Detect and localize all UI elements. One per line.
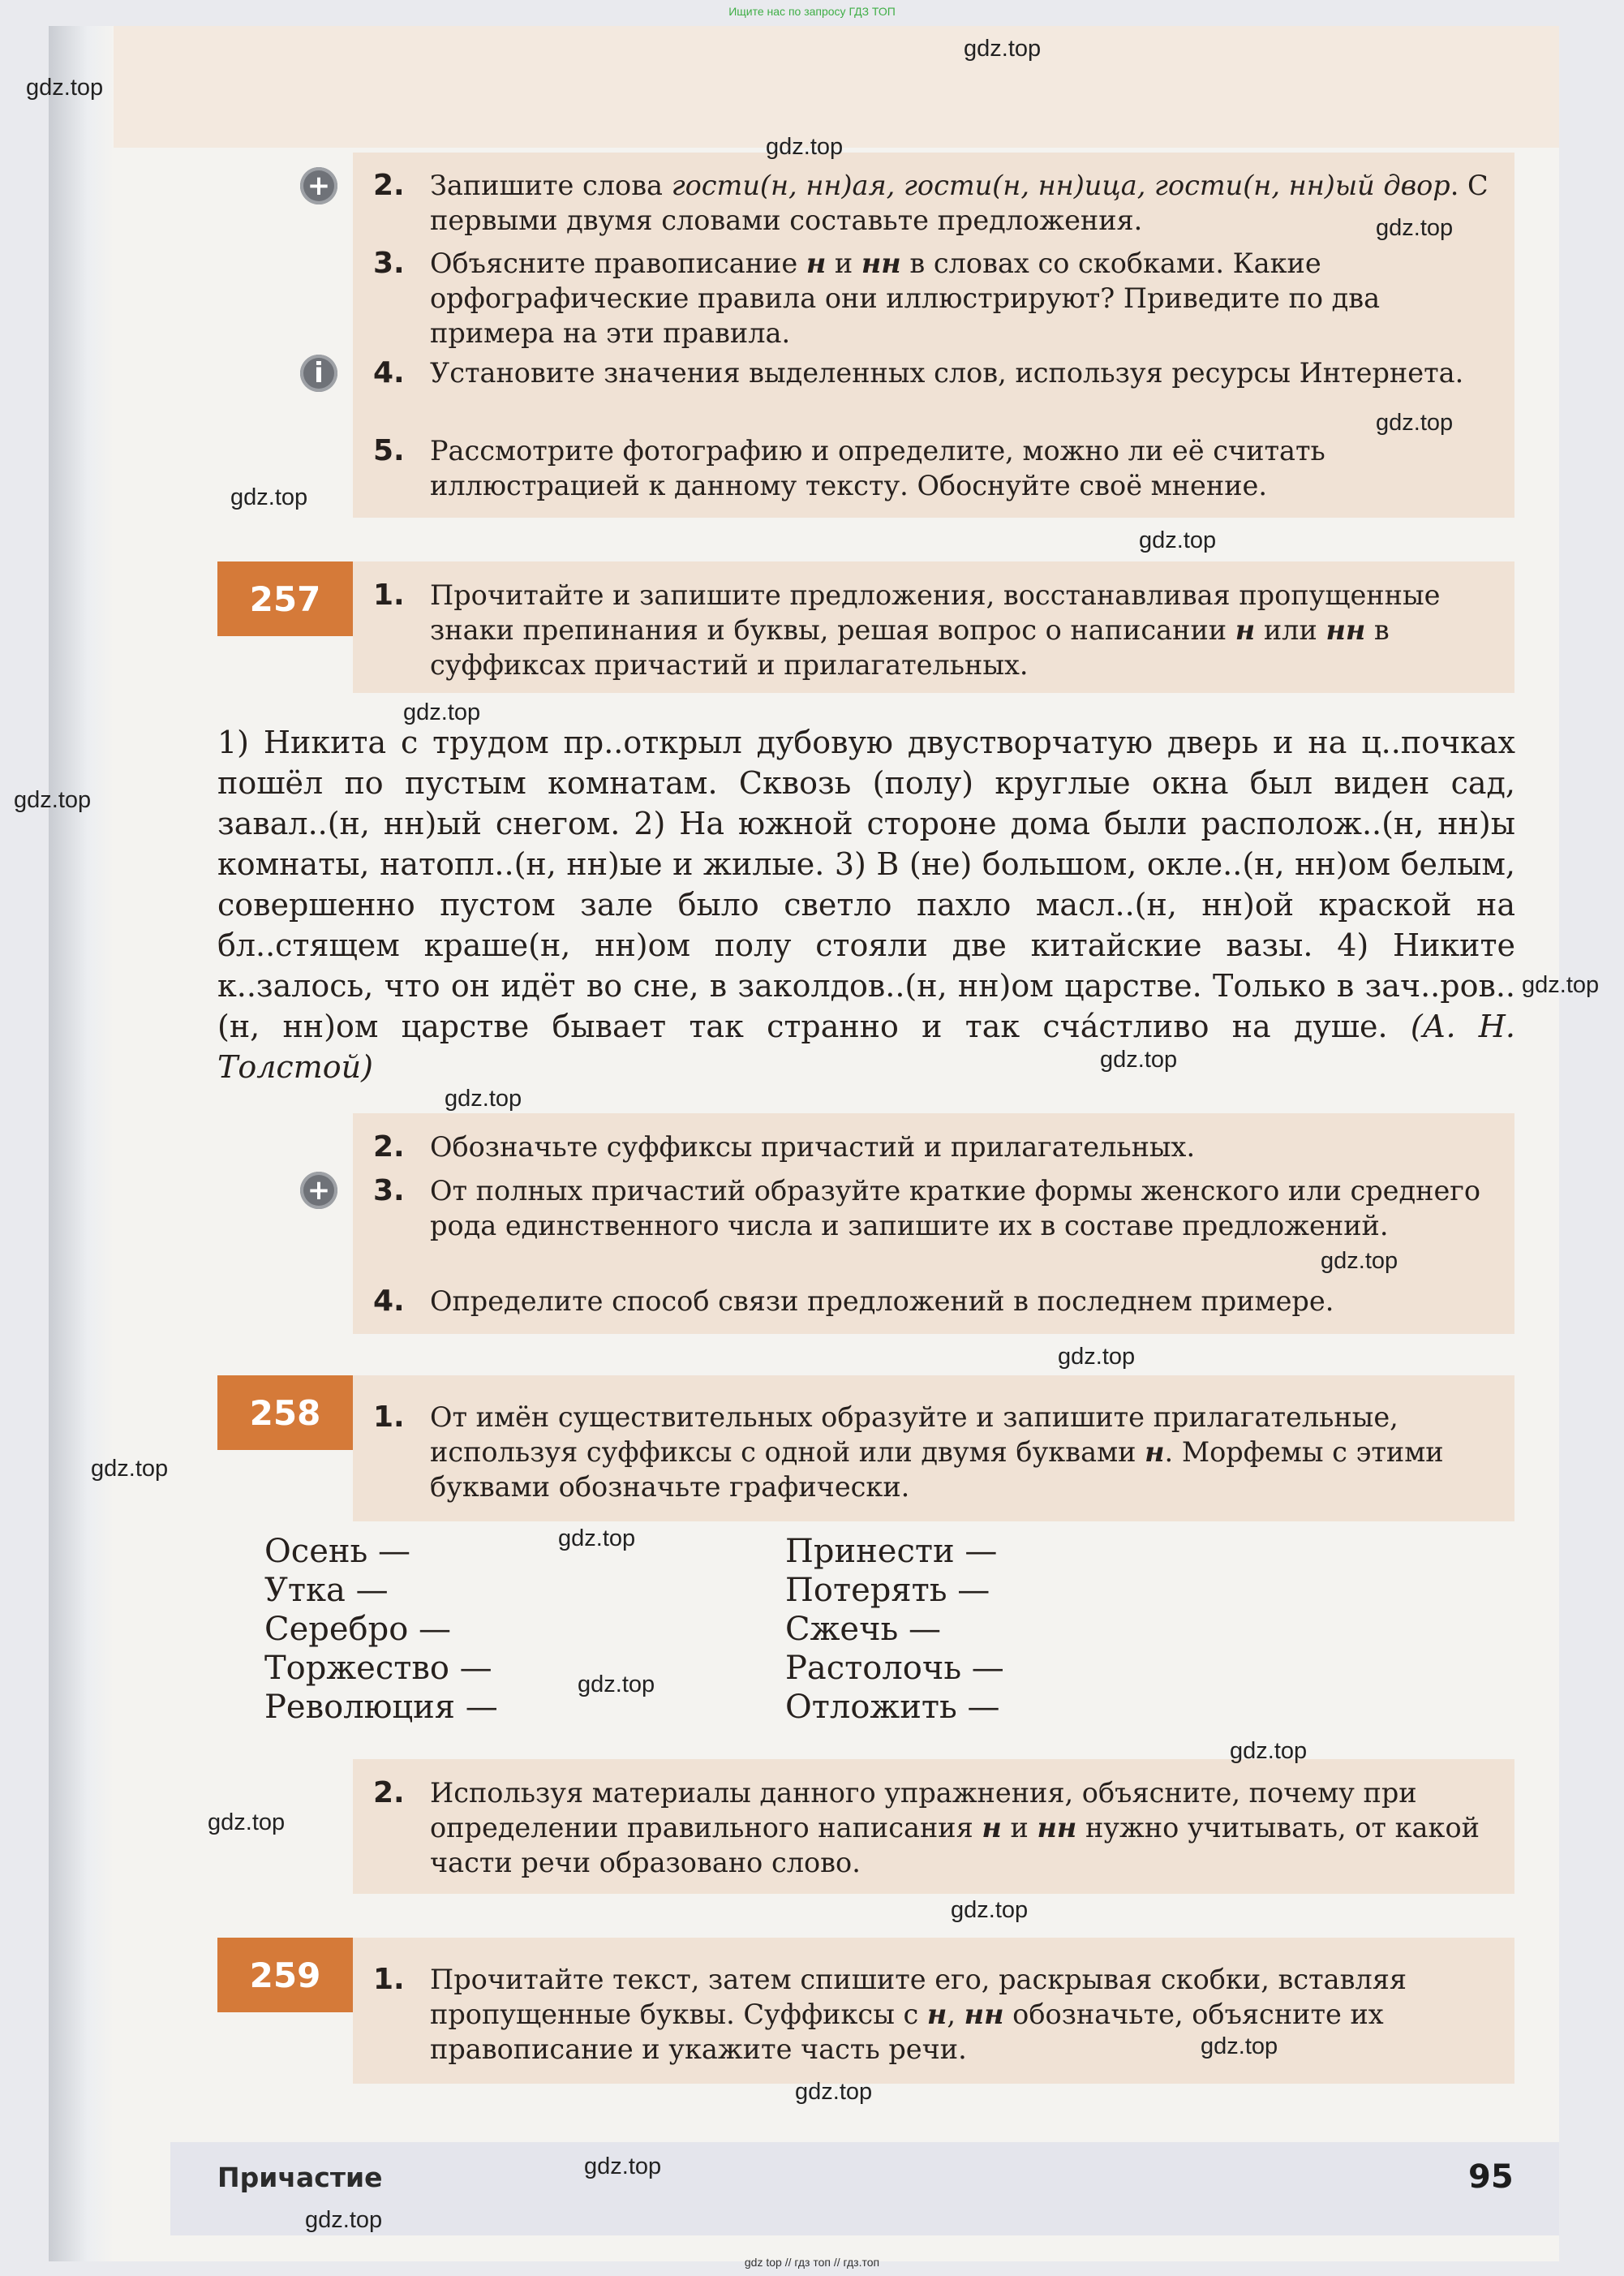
exercise-257-text: 1) Никита с трудом пр..открыл дубовую двустворчатую дверь и на ц..почках пошёл по пустым комнатам. Сквозь (полу) круглые окна был виден сад, завал..(н, нн)ый снегом. 2) На южной стороне дома были располож..(н, нн)ы комнаты, натопл..(н, нн)ые и жилые. 3) В (не) большом, окле..(н, нн)ом белым, совершенно пустом зале было светло пахло масл..(н, нн)ой краской на бл..стящем краше(н, нн)ом полу стояли две китайские вазы. 4) Никите к..залось, что он идёт во сне, в заколдов..(н, нн)ом царстве. Только в зач..ров..(н, нн)ом царстве бывает так странно и так сча́стливо на душе. (А. Н. Толстой) bbox=[217, 725, 1515, 1085]
watermark: gdz.top bbox=[1058, 1344, 1136, 1370]
item-number: 1. bbox=[373, 1963, 405, 1996]
word-item: Потерять — bbox=[785, 1572, 990, 1609]
author-attribution: (А. Н. Толстой) bbox=[217, 1009, 1515, 1085]
word-item: Принести — bbox=[785, 1533, 998, 1570]
watermark: gdz.top bbox=[208, 1809, 286, 1835]
item-text: Определите способ связи предложений в последнем примере. bbox=[430, 1285, 1334, 1317]
task-257-item-4 bbox=[373, 1284, 1501, 1319]
item-number: 1. bbox=[373, 1400, 405, 1434]
word-item: Торжество — bbox=[264, 1650, 492, 1687]
prev-item-3 bbox=[373, 246, 1501, 351]
item-number: 2. bbox=[373, 169, 405, 202]
word-item: Серебро — bbox=[264, 1611, 452, 1648]
watermark: gdz.top bbox=[964, 36, 1042, 62]
item-text: Объясните правописание н и нн в словах со скобками. Какие орфографические правила они иллюстрируют? Приведите по два примера на эти правила. bbox=[430, 247, 1381, 349]
book-spine-shadow bbox=[49, 26, 114, 2261]
item-number: 4. bbox=[373, 356, 405, 389]
watermark: gdz.top bbox=[1100, 1047, 1178, 1073]
task-number-257: 257 bbox=[217, 561, 353, 636]
watermark: gdz.top bbox=[1201, 2033, 1278, 2059]
footer-note: gdz top // гдз топ // гдз.топ bbox=[744, 2256, 880, 2269]
word-item: Революция — bbox=[264, 1689, 498, 1726]
top-band bbox=[114, 26, 1559, 148]
section-title: Причастие bbox=[217, 2162, 383, 2193]
watermark: gdz.top bbox=[14, 787, 92, 813]
watermark: gdz.top bbox=[403, 699, 481, 725]
prev-item-5 bbox=[373, 433, 1501, 503]
task-number-259: 259 bbox=[217, 1938, 353, 2012]
item-text: Обозначьте суффиксы причастий и прилагательных. bbox=[430, 1131, 1196, 1163]
item-text: Используя материалы данного упражнения, объясните, почему при определении правильного написания н и нн нужно учитывать, от какой части речи образовано слово. bbox=[430, 1777, 1480, 1878]
item-number: 3. bbox=[373, 247, 405, 280]
watermark: gdz.top bbox=[1230, 1738, 1308, 1764]
watermark: gdz.top bbox=[445, 1086, 522, 1112]
watermark: gdz.top bbox=[230, 484, 308, 510]
item-text: От полных причастий образуйте краткие формы женского или среднего рода единственного числа и запишите их в составе предложений. bbox=[430, 1175, 1481, 1241]
item-text: Рассмотрите фотографию и определите, можно ли её считать иллюстрацией к данному тексту. Обоснуйте своё мнение. bbox=[430, 435, 1325, 501]
watermark: gdz.top bbox=[91, 1456, 169, 1482]
watermark: gdz.top bbox=[1376, 410, 1454, 436]
prev-item-2 bbox=[373, 168, 1501, 238]
watermark: gdz.top bbox=[578, 1672, 655, 1697]
task-257-item-2 bbox=[373, 1129, 1501, 1164]
item-number: 4. bbox=[373, 1284, 405, 1318]
task-257-item-1 bbox=[373, 578, 1501, 682]
task-number-258: 258 bbox=[217, 1375, 353, 1450]
task-258-item-2 bbox=[373, 1775, 1501, 1880]
item-text: Прочитайте текст, затем спишите его, раскрывая скобки, вставляя пропущенные буквы. Суффиксы с н, нн обозначьте, объясните их правописание и укажите часть речи. bbox=[430, 1964, 1407, 2065]
word-item: Отложить — bbox=[785, 1689, 1000, 1726]
task-257-item-3 bbox=[373, 1173, 1501, 1243]
prev-item-4 bbox=[373, 355, 1501, 390]
watermark: gdz.top bbox=[766, 134, 844, 160]
task-259-item-1 bbox=[373, 1962, 1501, 2067]
watermark: gdz.top bbox=[305, 2207, 383, 2233]
item-number: 1. bbox=[373, 579, 405, 612]
plus-icon: + bbox=[300, 1172, 337, 1209]
watermark: gdz.top bbox=[26, 75, 104, 101]
item-text: От имён существительных образуйте и запишите прилагательные, используя суффиксы с одной или двумя буквами н. Морфемы с этими буквами обозначьте графически. bbox=[430, 1401, 1444, 1503]
word-item: Сжечь — bbox=[785, 1611, 942, 1648]
item-text: Запишите слова гости(н, нн)ая, гости(н, нн)ица, гости(н, нн)ый двор. С первыми двумя словами составьте предложения. bbox=[430, 170, 1489, 236]
watermark: gdz.top bbox=[795, 2079, 873, 2105]
item-text: Установите значения выделенных слов, используя ресурсы Интернета. bbox=[430, 357, 1464, 389]
item-number: 2. bbox=[373, 1776, 405, 1809]
word-item: Осень — bbox=[264, 1533, 411, 1570]
item-text: Прочитайте и запишите предложения, восстанавливая пропущенные знаки препинания и буквы, решая вопрос о написании н или нн в суффиксах причастий и прилагательных. bbox=[430, 579, 1441, 681]
watermark: gdz.top bbox=[1139, 527, 1217, 553]
item-number: 3. bbox=[373, 1174, 405, 1207]
word-item: Утка — bbox=[264, 1572, 389, 1609]
item-number: 5. bbox=[373, 434, 405, 467]
page-number: 95 bbox=[1468, 2158, 1514, 2196]
nouns-column bbox=[264, 1532, 498, 1727]
watermark: gdz.top bbox=[951, 1897, 1029, 1923]
watermark: gdz.top bbox=[1321, 1248, 1398, 1274]
watermark: gdz.top bbox=[584, 2153, 662, 2179]
verbs-column bbox=[785, 1532, 1004, 1727]
watermark: gdz.top bbox=[1376, 215, 1454, 241]
task-258-item-1 bbox=[373, 1400, 1501, 1504]
item-number: 2. bbox=[373, 1130, 405, 1164]
word-item: Растолочь — bbox=[785, 1650, 1004, 1687]
watermark: gdz.top bbox=[1522, 972, 1600, 998]
watermark: gdz.top bbox=[558, 1525, 636, 1551]
header-note: Ищите нас по запросу ГДЗ ТОП bbox=[728, 5, 896, 18]
plus-icon: + bbox=[300, 167, 337, 204]
info-icon: i bbox=[300, 355, 337, 392]
